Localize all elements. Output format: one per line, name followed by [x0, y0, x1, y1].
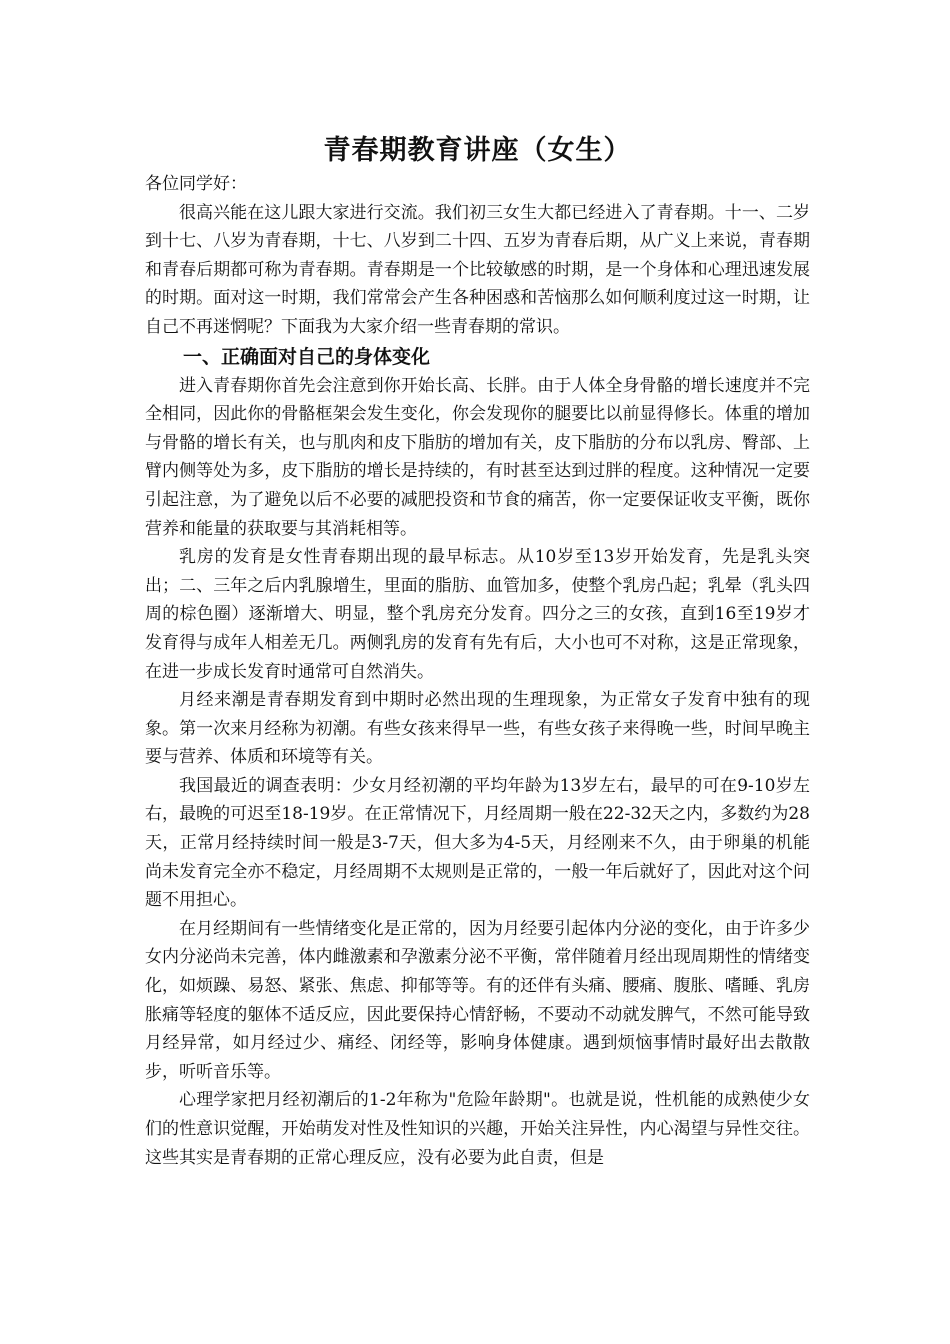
body-paragraph: 进入青春期你首先会注意到你开始长高、长胖。由于人体全身骨骼的增长速度并不完全相同，因此你的骨骼框架会发生变化，你会发现你的腿要比以前显得修长。体重的增加与骨骼的增长有关，也与肌肉和皮下脂肪的增加有关，皮下脂肪的分布以乳房、臀部、上臂内侧等处为多，皮下脂肪的增长是持续的，有时甚至达到过胖的程度。这种情况一定要引起注意，为了避免以后不必要的减肥投资和节食的痛苦，你一定要保证收支平衡，既你营养和能量的获取要与其消耗相等。 — [145, 375, 810, 539]
body-paragraph: 我国最近的调查表明：少女月经初潮的平均年龄为13岁左右，最早的可在9-10岁左右，最晚的可迟至18-19岁。在正常情况下，月经周期一般在22-32天之内，多数约为28天，正常月经持续时间一般是3-7天，但大多为4-5天，月经刚来不久，由于卵巢的机能尚未发育完全亦不稳定，月经周期不太规则是正常的，一般一年后就好了，因此对这个问题不用担心。 — [145, 775, 810, 911]
greeting: 各位同学好： — [145, 174, 247, 194]
body-paragraph: 心理学家把月经初潮后的1-2年称为"危险年龄期"。也就是说，性机能的成熟使少女们的性意识觉醒，开始萌发对性及性知识的兴趣，开始关注异性，内心渴望与异性交往。这些其实是青春期的正常心理反应，没有必要为此自责，但是 — [145, 1090, 810, 1168]
section-heading: 一、正确面对自己的身体变化 — [183, 345, 431, 368]
body-paragraph: 乳房的发育是女性青春期出现的最早标志。从10岁至13岁开始发育，先是乳头突出；二、三年之后内乳腺增生，里面的脂肪、血管加多，使整个乳房凸起；乳晕（乳头四周的棕色圈）逐渐增大、明显，整个乳房充分发育。四分之三的女孩，直到16至19岁才发育得与成年人相差无几。两侧乳房的发育有先有后，大小也可不对称，这是正常现象，在进一步成长发育时通常可自然消失。 — [145, 547, 810, 682]
intro-paragraph: 很高兴能在这儿跟大家进行交流。我们初三女生大都已经进入了青春期。十一、二岁到十七、八岁为青春期，十七、八岁到二十四、五岁为青春后期，从广义上来说，青春期和青春后期都可称为青春期。青春期是一个比较敏感的时期，是一个身体和心理迅速发展的时期。面对这一时期，我们常常会产生各种困惑和苦恼那么如何顺利度过这一时期，让自己不再迷惘呢？下面我为大家介绍一些青春期的常识。 — [145, 202, 810, 337]
body-paragraph: 月经来潮是青春期发育到中期时必然出现的生理现象，为正常女子发育中独有的现象。第一次来月经称为初潮。有些女孩来得早一些，有些女孩子来得晚一些，时间早晚主要与营养、体质和环境等有关。 — [145, 690, 810, 768]
body-paragraph: 在月经期间有一些情绪变化是正常的，因为月经要引起体内分泌的变化，由于许多少女内分泌尚未完善，体内雌激素和孕激素分泌不平衡，常伴随着月经出现周期性的情绪变化，如烦躁、易怒、紧张、焦虑、抑郁等等。有的还伴有头痛、腰痛、腹胀、嗜睡、乳房胀痛等轻度的躯体不适反应，因此要保持心情舒畅，不要动不动就发脾气，不然可能导致月经异常，如月经过少、痛经、闭经等，影响身体健康。遇到烦恼事情时最好出去散散步，听听音乐等。 — [145, 918, 810, 1082]
document-page — [145, 132, 810, 1172]
document-title: 青春期教育讲座（女生） — [323, 135, 632, 166]
